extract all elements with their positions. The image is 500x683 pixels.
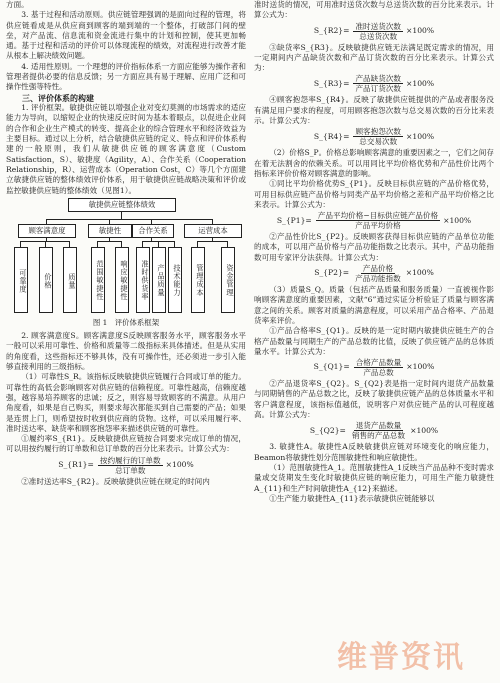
paragraph: 4. 适用性原则。一个理想的评价指标体系一方面应能够为操作者和管理者提供必要的信息反馈；另一方面应具有易于理解、应用广泛和可操作性强等特性。	[6, 61, 246, 92]
diagram-leaf-ontime-rate: 准时供货率	[136, 247, 150, 313]
paragraph: 1. 评价框架。敏捷供应链以增强企业对变幻莫测的市场需求的适应能力为导向，以缩短企业的快速反应时间为基本着眼点，以促进企业间的合作和企业生产模式的转变、提高企业的综合管理水平和经济效益为主要目标。通过以上分析，结合敏捷供应链的定义、特点和评价体系构建的一般原则，我们从敏捷供应链的顾客满意度（Custom Satisfaction，S）、敏捷度（Agility，A）、合作关系（Cooperation Relationship，R）、运营成本（Operation Cost，C）等几个方面建立敏捷供应链的整体绩效评价体系，用于敏捷供应链战略决策和评价或监控敏捷供应链的整体绩效（见图1）。	[6, 103, 246, 195]
diagram-group-satisfaction: 顾客满意度	[18, 224, 76, 238]
formula: S_{P1}= $\frac{\text{产品平均价格−目标供应链产品价格}}{\text{产品平均价格}}$ ×100%	[276, 211, 472, 231]
diagram-group-cost: 运营成本	[184, 224, 242, 238]
diagram-leaf-range-agility: 范围敏捷性	[91, 247, 105, 313]
paragraph: ②产品性价比S_{P2}。反映顾客获得目标供应链的产品单位功能的成本，可以用产品价格与产品功能指数之比表示。其中，产品功能指数可用专家评分法获得。计算公式为：	[254, 232, 494, 262]
left-column	[6, 0, 246, 487]
diagram-leaf-product-quality: 产品质量	[152, 247, 166, 313]
diagram-leaf-quality: 质量	[63, 247, 77, 313]
paragraph: ③缺货率S_{R3}。反映敏捷供应链无法满足既定需求的情况，用一定期间内产品缺货次数和产品订货次数的百分比来表示。计算公式为：	[254, 42, 494, 73]
formula: S_{R4}= $\frac{\text{顾客抱怨次数}}{\text{总交易次数}}$ ×100%	[313, 127, 435, 147]
diagram-leaf-price: 价格	[39, 247, 53, 313]
formula: S_{Q2}= $\frac{\text{退货产品数量}}{\text{销售的产品总数}}$ ×100%	[309, 421, 439, 441]
paragraph: ①同比平均价格优势S_{P1}。反映目标供应链的产品价格优势，可用目标供应链产品价格与同类产品平均价格之差和产品平均价格之比来表示。计算公式为：	[254, 179, 494, 209]
right-column	[254, 0, 494, 504]
paragraph: 2. 顾客满意度S。顾客满意度S反映顾客服务水平，顾客服务水平一般可以采用可靠性、价格和质量等二级指标来具体描述。但是从实用的角度看，这些指标还不够具体，没有可操作性，还必须进一步引入能够直接利用的三级指标。	[6, 331, 246, 372]
diagram-group-cooperation: 合作关系	[132, 224, 174, 238]
diagram-leaf-response-agility: 响应敏捷性	[115, 247, 129, 313]
formula: S_{R3}= $\frac{\text{产品缺货次数}}{\text{产品订货次数}}$ ×100%	[313, 74, 435, 94]
formula: S_{R2}= $\frac{\text{准时送货次数}}{\text{总送货次数}}$ ×100%	[313, 21, 435, 41]
paragraph: ①履约率S_{R1}。反映敏捷供应链按合同要求完成订单的情况，可以用按约履行的订单数和总订单数的百分比来表示。计算公式为：	[6, 434, 246, 454]
diagram-leaf-tech-capability: 技术能力	[168, 247, 182, 313]
evaluation-framework-diagram	[6, 198, 246, 316]
section-heading: 三、评价体系的构建	[22, 92, 94, 103]
paragraph: ④顾客抱怨率S_{R4}。反映了敏捷供应链提供的产品或者服务没有满足用户要求的程度，可用顾客抱怨次数与总交易次数的百分比来表示。计算公式为：	[254, 95, 494, 126]
paragraph: 方面。	[6, 0, 29, 9]
formula: S_{R1}= $\frac{\text{按约履行的订单数}}{\text{总订单数}}$ ×100%	[58, 455, 194, 475]
paragraph: 3. 敏捷性A。敏捷性A反映敏捷供应链对环境变化的响应能力，Beamon将敏捷性划分范围敏捷性和响应敏捷性。	[254, 442, 494, 462]
diagram-leaf-fund-management: 资金管理	[221, 247, 235, 313]
paragraph: 3. 基于过程和活动原则。供应链管理强调的是面向过程的管理，将供应链看成是从供应商到顾客的端到端的一个整体，打破部门间的壁垒，对产品流、信息流和资金流进行集中的计划和控制，使其更加畅通。基于过程和活动的评价可以体现流程的绩效，对流程进行改善才能从根本上解决绩效问题。	[6, 10, 246, 61]
paragraph: ①产品合格率S_{Q1}。反映的是一定时期内敏捷供应链生产的合格产品数量与同期生产的产品总数的比值，反映了供应链产品的总体质量水平。计算公式为：	[254, 326, 494, 356]
paragraph: ②产品退货率S_{Q2}。S_{Q2}表是指一定时间内退货产品数量与同期销售的产品总数之比，反映了敏捷供应链产品的总体质量水平和客户满意程度，该指标值越低，说明客户对供应链产品的认可程度越高。计算公式为：	[254, 379, 494, 420]
paragraph: （3）质量S_Q。质量（包括产品质量和服务质量）一直被视作影响顾客满意度的重要因素，文献“6”通过实证分析验证了质量与顾客满意之间的关系。顾客对质量的满意程度，可以采用产品合格率、产品退货率来评价。	[254, 285, 494, 325]
diagram-root-node: 敏捷供应链整体绩效	[68, 198, 176, 212]
paragraph: （2）价格S_P。价格总影响顾客满意的重要因素之一，它们之间存在着无法割舍的依赖关系。可以用同比平均价格优势和产品性价比两个指标来评价价格对顾客满意的影响。	[254, 148, 494, 178]
watermark-logo: 维普资讯	[337, 640, 465, 675]
diagram-group-agility: 敏捷性	[88, 224, 132, 238]
figure-caption: 图 1 评价体系框架	[92, 317, 160, 327]
formula: S_{P2}= $\frac{\text{产品价格}}{\text{产品功能指数}}$ ×100%	[314, 264, 434, 284]
diagram-leaf-management-cost: 管理成本	[191, 247, 205, 313]
paragraph: ①生产能力敏捷性A_{11}表示敏捷供应链能够以	[269, 493, 435, 503]
paragraph: （1）范围敏捷性A_1。范围敏捷性A_1反映当产品品种不变时需求量或交货期发生变化时敏捷供应链的响应能力，可用生产能力敏捷性A_{11}和生产时间敏捷性A_{12}来描述。	[254, 462, 494, 493]
paragraph: （1）可靠性S_R。该指标反映敏捷供应链履行合同或订单的能力。可靠性的高低会影响顾客对供应链的信赖程度。可靠性越高，信赖度越强，越容易培养顾客的忠诚；反之，则容易导致顾客的不满意。从用户角度看，如果是自己购买，则要求每次都能买到自己需要的产品；如果是连贯上门，则希望按时收到供应商的货物。这样，可以采用履行率、准时送达率、缺货率和顾客抱怨率来描述供应链的可靠性。	[6, 372, 246, 433]
formula: S_{Q1}= $\frac{\text{合格产品数量}}{\text{产品总数}}$ ×100%	[313, 358, 435, 378]
paragraph: ②准时送达率S_{R2}。反映敏捷供应链在规定的时间内	[21, 476, 210, 486]
diagram-leaf-reliability: 可靠度	[14, 247, 28, 313]
paragraph: 准时送货的情况，可用准时送货次数与总送货次数的百分比来表示。计算公式为：	[254, 0, 494, 20]
